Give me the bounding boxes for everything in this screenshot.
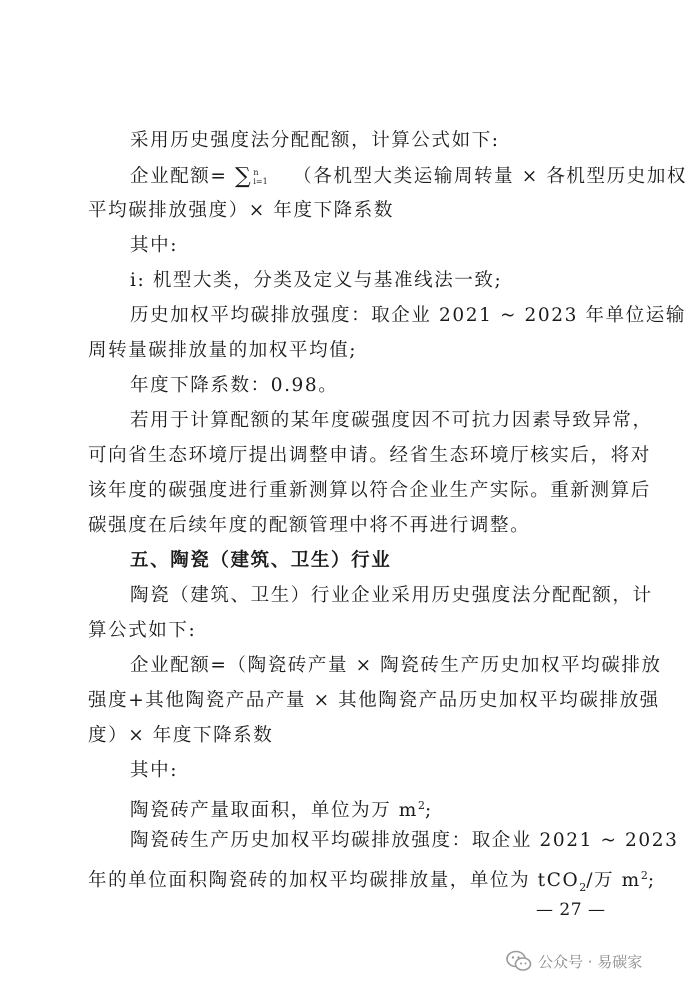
watermark-text: 公众号 · 易碳家 [538,952,643,971]
paragraph-line: 平均碳排放强度）× 年度下降系数 [88,200,394,221]
page-number: — 27 — [536,900,606,920]
text-run: 陶瓷砖产量取面积，单位为万 m [130,800,418,822]
paragraph-line [130,793,433,824]
paragraph-line [88,863,656,901]
paragraph-line: 度）× 年度下降系数 [88,725,274,746]
summation-symbol: ∑ [235,164,253,189]
paragraph-line: 该年度的碳强度进行重新测算以符合企业生产实际。重新测算后 [88,480,651,501]
paragraph-line: 可向省生态环境厅提出调整申请。经省生态环境厅核实后，将对 [88,445,651,466]
formula-label: 企业配额= [130,166,228,187]
paragraph-line: 强度+其他陶瓷产品产量 × 其他陶瓷产品历史加权平均碳排放强 [88,690,660,711]
formula-text: （各机型大类运输周转量 × 各机型历史加权 [293,166,688,187]
paragraph-line: 其中: [130,760,179,781]
paragraph-line: 陶瓷砖生产历史加权平均碳排放强度：取企业 2021 ~ 2023 [130,830,679,851]
text-run: 年的单位面积陶瓷砖的加权平均碳排放量，单位为 tCO [88,870,580,892]
paragraph-line: 采用历史强度法分配配额，计算公式如下: [130,130,500,151]
paragraph-line: 其中: [130,235,179,256]
section-heading: 五、陶瓷（建筑、卫生）行业 [130,550,392,571]
superscript: 2 [417,799,425,812]
subscript: 2 [579,880,587,894]
text-run: /万 m [586,870,641,892]
formula-line [130,163,687,190]
paragraph-line: i: 机型大类，分类及定义与基准线法一致; [130,270,503,291]
summation-upper: n [253,168,259,177]
paragraph-line: 碳强度在后续年度的配额管理中将不再进行调整。 [88,515,531,536]
text-run: ; [647,870,656,892]
watermark [506,950,642,972]
wechat-icon [506,950,532,972]
summation-limits [253,168,267,186]
paragraph-line: 年度下降系数：0.98。 [130,375,339,396]
paragraph-line: 周转量碳排放量的加权平均值; [88,340,358,361]
formula-line: 企业配额=（陶瓷砖产量 × 陶瓷砖生产历史加权平均碳排放 [130,655,662,676]
paragraph-line: 陶瓷（建筑、卫生）行业企业采用历史强度法分配配额，计 [130,585,653,606]
summation-lower: i=1 [253,177,268,186]
paragraph-line: 若用于计算配额的某年度碳强度因不可抗力因素导致异常， [130,410,653,431]
text-run: ; [424,800,433,822]
paragraph-line: 历史加权平均碳排放强度：取企业 2021 ~ 2023 年单位运输 [130,305,686,326]
superscript: 2 [640,869,648,882]
paragraph-line: 算公式如下: [88,620,197,641]
